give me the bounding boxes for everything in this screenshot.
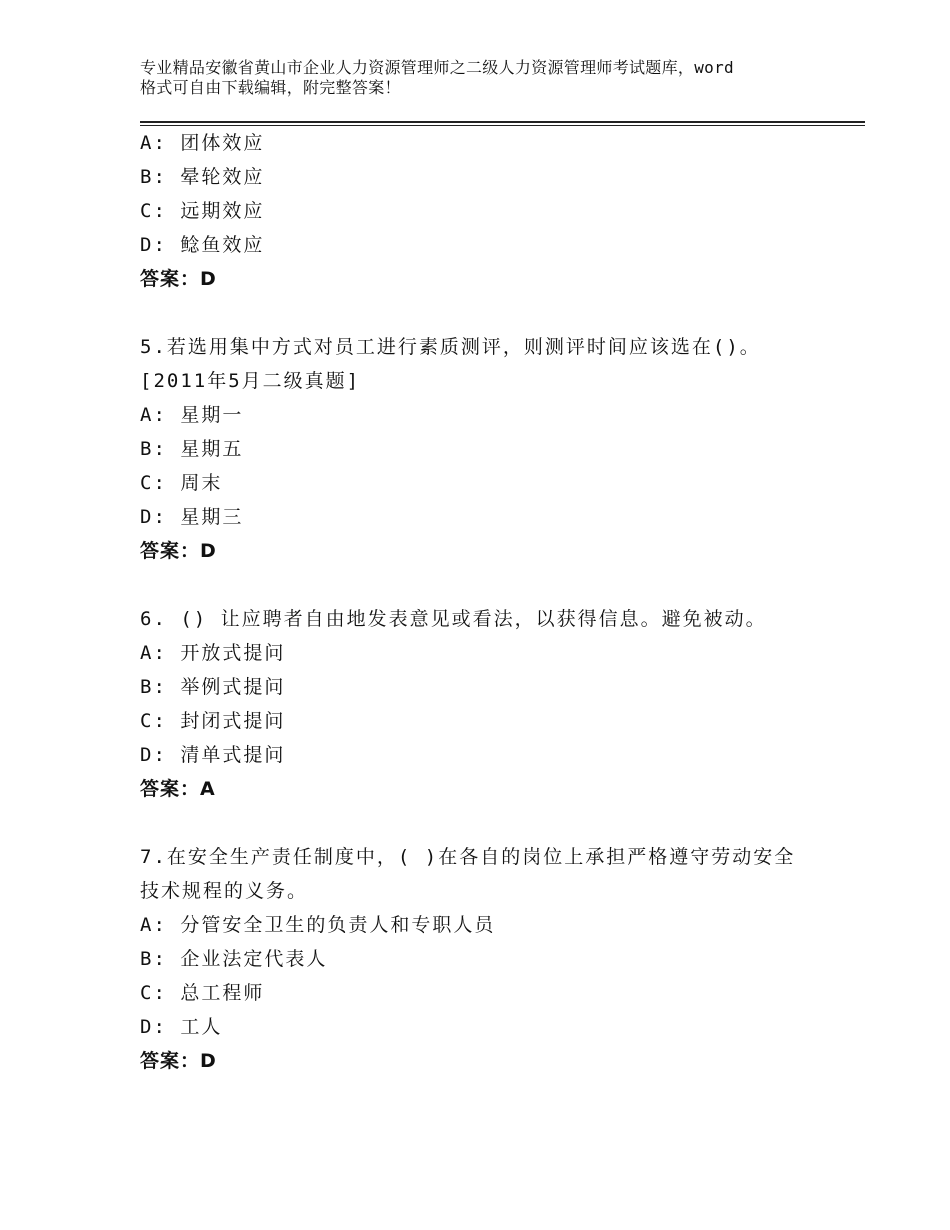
option-a: A: 星期一 xyxy=(140,404,244,426)
header-line-2: 格式可自由下载编辑，附完整答案！ xyxy=(140,78,401,97)
question-stem: 5.若选用集中方式对员工进行素质测评，则测评时间应该选在()。 xyxy=(140,336,761,358)
option-c: C: 总工程师 xyxy=(140,982,265,1004)
option-b: B: 举例式提问 xyxy=(140,676,286,698)
header-divider-thick xyxy=(140,121,865,123)
question-list xyxy=(140,126,840,1078)
document-header xyxy=(140,58,860,98)
spacer xyxy=(140,296,840,330)
question-stem: 7.在安全生产责任制度中，( )在各自的岗位上承担严格遵守劳动安全 xyxy=(140,846,796,868)
option-a: A: 开放式提问 xyxy=(140,642,286,664)
question-6 xyxy=(140,602,840,806)
option-a: A: 分管安全卫生的负责人和专职人员 xyxy=(140,914,496,936)
option-b: B: 晕轮效应 xyxy=(140,166,265,188)
question-stem: 6. () 让应聘者自由地发表意见或看法，以获得信息。避免被动。 xyxy=(140,608,767,630)
option-c: C: 周末 xyxy=(140,472,223,494)
question-source: [2011年5月二级真题] xyxy=(140,370,361,392)
spacer xyxy=(140,806,840,840)
option-d: D: 工人 xyxy=(140,1016,223,1038)
option-d: D: 鲶鱼效应 xyxy=(140,234,265,256)
option-d: D: 星期三 xyxy=(140,506,244,528)
header-line-1: 专业精品安徽省黄山市企业人力资源管理师之二级人力资源管理师考试题库，word xyxy=(140,58,734,77)
answer: 答案：D xyxy=(140,268,217,290)
option-a: A: 团体效应 xyxy=(140,132,265,154)
option-b: B: 星期五 xyxy=(140,438,244,460)
question-5 xyxy=(140,330,840,568)
question-7 xyxy=(140,840,840,1078)
answer: 答案：D xyxy=(140,1050,217,1072)
spacer xyxy=(140,568,840,602)
answer: 答案：A xyxy=(140,778,216,800)
option-b: B: 企业法定代表人 xyxy=(140,948,328,970)
question-stem-continued: 技术规程的义务。 xyxy=(140,880,309,902)
option-c: C: 封闭式提问 xyxy=(140,710,286,732)
option-d: D: 清单式提问 xyxy=(140,744,286,766)
answer: 答案：D xyxy=(140,540,217,562)
option-c: C: 远期效应 xyxy=(140,200,265,222)
question-4 xyxy=(140,126,840,296)
